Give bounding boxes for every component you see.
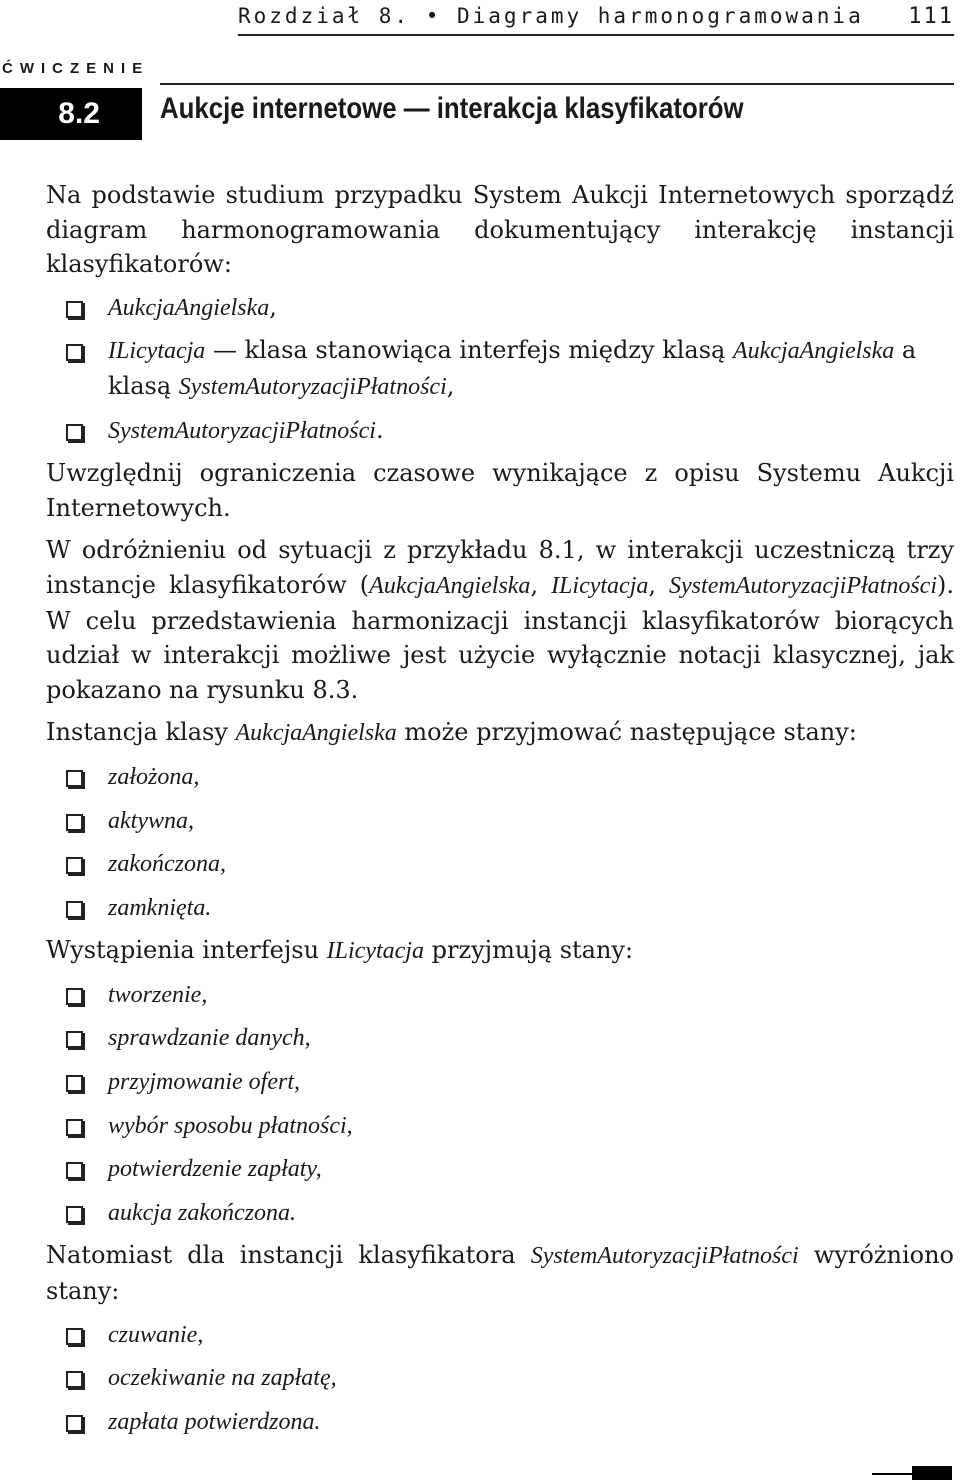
exercise-label: ĆWICZENIE [2,60,150,77]
list-item: założona, [46,759,954,795]
constraints-paragraph: Uwzględnij ograniczenia czasowe wynikające z opisu Systemu Aukcji Internetowych. [46,459,954,522]
checkbox-bullet-icon [66,1162,83,1179]
list-item: czuwanie, [46,1317,954,1353]
difference-paragraph: W odróżnieniu od sytuacji z przykładu 8.1, w interakcji uczestniczą trzy instancje klasyfikatorów (AukcjaAngielska, ILicytacja, SystemAutoryzacjiPłatności). W celu przedstawienia harmonizacji instancji klasyfikatorów biorących udział w interakcji możliwe jest użycie wyłącznie notacji klasycznej, jak pokazano na rysunku 8.3. [46,536,954,704]
list-item: zapłata potwierdzona. [46,1404,954,1440]
page-number: 111 [908,4,954,29]
checkbox-bullet-icon [66,1119,83,1136]
footer-marker [912,1466,952,1480]
chapter-title: Rozdział 8. • Diagramy harmonogramowania [238,4,864,28]
payment-states-lead: Natomiast dla instancji klasyfikatora SystemAutoryzacjiPłatności wyróżniono stany: [46,1241,954,1306]
footer-rule [872,1473,912,1475]
checkbox-bullet-icon [66,857,83,874]
list-item: zamknięta. [46,890,954,926]
checkbox-bullet-icon [66,814,83,831]
intro-paragraph: Na podstawie studium przypadku System Aukcji Internetowych sporządź diagram harmonogramowania dokumentujący interakcję instancji klasyfikatorów: [46,181,954,279]
list-item: przyjmowanie ofert, [46,1064,954,1100]
payment-states-list [46,1317,954,1440]
auction-states-list [46,759,954,925]
checkbox-bullet-icon [66,1328,83,1345]
list-item: potwierdzenie zapłaty, [46,1151,954,1187]
list-item: AukcjaAngielska, [46,290,954,326]
checkbox-bullet-icon [66,1371,83,1388]
checkbox-bullet-icon [66,988,83,1005]
running-header [238,4,954,36]
list-item: oczekiwanie na zapłatę, [46,1360,954,1396]
list-item: ILicytacja — klasa stanowiąca interfejs między klasą AukcjaAngielska a klasą SystemAutoryzacjiPłatności, [46,333,954,404]
list-item: tworzenie, [46,977,954,1013]
list-item: sprawdzanie danych, [46,1020,954,1056]
list-item: aukcja zakończona. [46,1195,954,1231]
checkbox-bullet-icon [66,1075,83,1092]
checkbox-bullet-icon [66,301,83,318]
list-item: wybór sposobu płatności, [46,1108,954,1144]
checkbox-bullet-icon [66,1031,83,1048]
exercise-title: Aukcje internetowe — interakcja klasyfikatorów [160,92,744,125]
checkbox-bullet-icon [66,344,83,361]
exercise-number: 8.2 [0,88,142,140]
auction-states-lead: Instancja klasy AukcjaAngielska może przyjmować następujące stany: [46,718,857,747]
exercise-rule [160,83,954,85]
classifier-list [46,290,954,448]
list-item: aktywna, [46,803,954,839]
licytacja-states-list [46,977,954,1231]
checkbox-bullet-icon [66,424,83,441]
checkbox-bullet-icon [66,1206,83,1223]
checkbox-bullet-icon [66,770,83,787]
list-item: SystemAutoryzacjiPłatności. [46,413,954,449]
checkbox-bullet-icon [66,901,83,918]
page-body [46,178,954,1447]
list-item: zakończona, [46,846,954,882]
licytacja-states-lead: Wystąpienia interfejsu ILicytacja przyjmują stany: [46,936,634,965]
checkbox-bullet-icon [66,1415,83,1432]
